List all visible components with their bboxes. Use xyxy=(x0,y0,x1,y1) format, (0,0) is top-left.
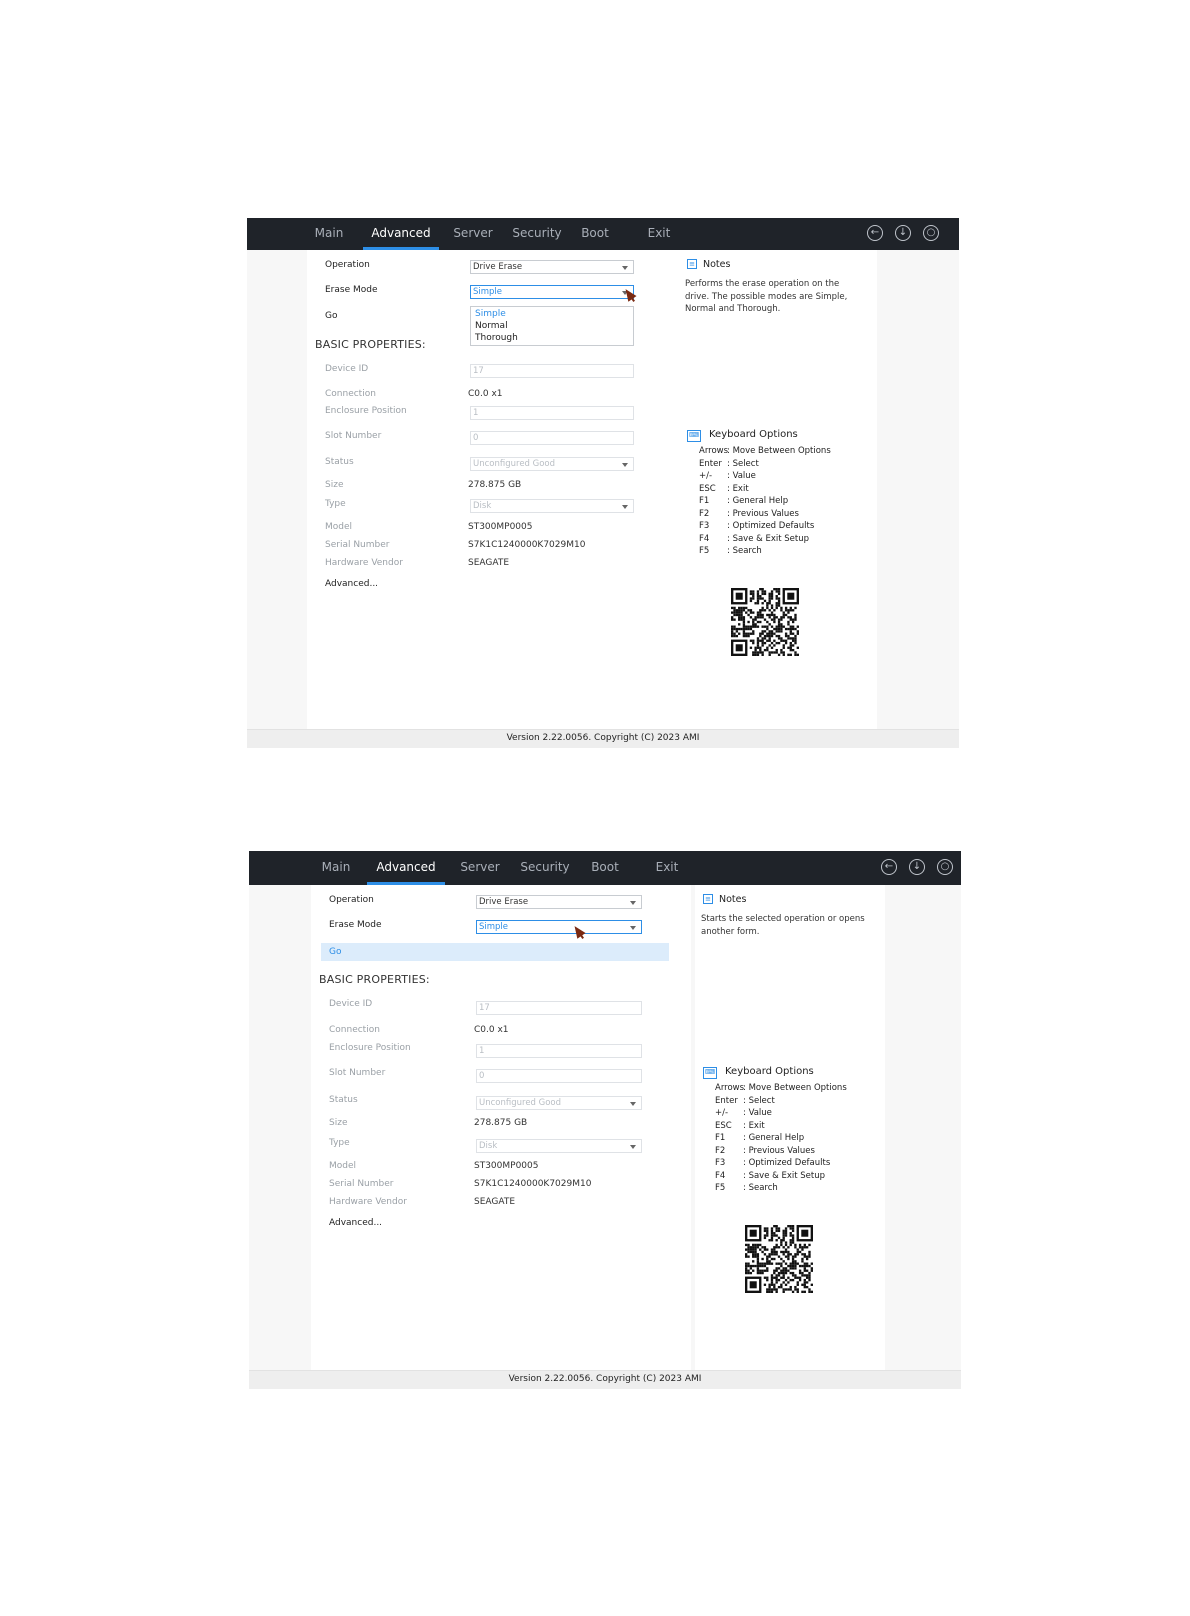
go-row-highlighted[interactable] xyxy=(321,943,669,961)
tab-boot[interactable]: Boot xyxy=(581,226,609,240)
keyboard-option-row xyxy=(699,471,756,481)
key-desc: : Optimized Defaults xyxy=(743,1158,831,1168)
back-icon[interactable]: ← xyxy=(867,225,883,241)
tab-server[interactable]: Server xyxy=(460,860,500,874)
status-label: Status xyxy=(325,457,354,467)
advanced-link[interactable]: Advanced... xyxy=(325,579,379,589)
type-label: Type xyxy=(329,1138,350,1148)
help-panel xyxy=(679,250,869,730)
device-id-field xyxy=(476,1001,642,1015)
qr-code-icon xyxy=(745,1225,813,1293)
key-name: ESC xyxy=(699,483,716,494)
key-desc: : Exit xyxy=(727,483,749,494)
key-name: F3 xyxy=(715,1158,726,1168)
notes-text: Starts the selected operation or opens another form. xyxy=(701,914,865,937)
save-download-icon[interactable]: ↓ xyxy=(895,225,911,241)
key-desc: : Value xyxy=(727,471,756,481)
connection-value: C0.0 x1 xyxy=(474,1025,509,1035)
tab-security[interactable]: Security xyxy=(512,226,562,240)
tab-security[interactable]: Security xyxy=(520,860,570,874)
enclosure-position-value: 1 xyxy=(473,408,479,418)
key-name: ESC xyxy=(715,1120,732,1131)
key-desc: : Move Between Options xyxy=(743,1083,847,1093)
key-desc: : Select xyxy=(727,458,759,469)
key-name: F5 xyxy=(699,546,710,556)
key-name: Enter xyxy=(699,458,722,469)
notes-title: Notes xyxy=(719,894,747,905)
key-desc: : Value xyxy=(743,1108,772,1118)
type-select xyxy=(470,499,634,513)
key-desc: : Search xyxy=(743,1183,778,1193)
chevron-down-icon xyxy=(630,901,636,905)
status-value: Unconfigured Good xyxy=(473,459,556,469)
enclosure-position-value: 1 xyxy=(479,1046,485,1056)
type-value: Disk xyxy=(473,501,492,511)
status-value: Unconfigured Good xyxy=(479,1098,562,1108)
key-name: F2 xyxy=(715,1145,726,1156)
slot-number-field xyxy=(476,1069,642,1083)
key-name: F1 xyxy=(699,496,710,506)
basic-properties-heading: BASIC PROPERTIES: xyxy=(315,338,426,351)
type-value: Disk xyxy=(479,1141,498,1151)
advanced-link[interactable]: Advanced... xyxy=(329,1218,383,1228)
erase-mode-select[interactable] xyxy=(476,920,642,934)
key-name: F4 xyxy=(699,533,710,544)
status-select xyxy=(476,1096,642,1110)
size-label: Size xyxy=(325,480,344,490)
model-value: ST300MP0005 xyxy=(474,1161,539,1171)
back-icon[interactable]: ← xyxy=(881,859,897,875)
key-desc: : Save & Exit Setup xyxy=(727,533,809,544)
keyboard-option-row xyxy=(715,1121,765,1131)
device-id-value: 17 xyxy=(479,1003,490,1013)
hardware-vendor-label: Hardware Vendor xyxy=(325,558,403,568)
footer-version: Version 2.22.0056. Copyright (C) 2023 AMI xyxy=(249,1370,961,1389)
keyboard-icon: ⌨ xyxy=(687,430,701,442)
keyboard-option-row xyxy=(715,1108,772,1118)
status-select xyxy=(470,457,634,471)
slot-number-label: Slot Number xyxy=(325,431,382,441)
erase-mode-value: Simple xyxy=(479,922,509,932)
key-name: Arrows xyxy=(715,1083,745,1093)
keyboard-option-row xyxy=(715,1096,775,1106)
operation-label: Operation xyxy=(329,895,374,905)
basic-properties-heading: BASIC PROPERTIES: xyxy=(319,973,430,986)
model-label: Model xyxy=(329,1161,357,1171)
chevron-down-icon xyxy=(622,463,628,467)
erase-mode-value: Simple xyxy=(473,287,503,297)
key-desc: : General Help xyxy=(743,1133,805,1143)
search-icon[interactable]: ○ xyxy=(923,225,939,241)
device-id-label: Device ID xyxy=(325,364,369,374)
serial-number-label: Serial Number xyxy=(329,1179,394,1189)
key-desc: : Previous Values xyxy=(743,1145,815,1156)
save-download-icon[interactable]: ↓ xyxy=(909,859,925,875)
key-name: F3 xyxy=(699,521,710,531)
key-desc: : Previous Values xyxy=(727,508,799,519)
keyboard-option-row xyxy=(715,1083,847,1093)
tab-server[interactable]: Server xyxy=(453,226,493,240)
help-panel xyxy=(695,885,885,1371)
size-value: 278.875 GB xyxy=(474,1118,528,1128)
tab-main[interactable]: Main xyxy=(314,226,344,240)
key-desc: : Move Between Options xyxy=(727,446,831,456)
keyboard-option-row xyxy=(699,546,762,556)
tab-advanced[interactable]: Advanced xyxy=(367,851,445,885)
hardware-vendor-value: SEAGATE xyxy=(468,558,510,568)
keyboard-option-row xyxy=(699,509,799,519)
slot-number-value: 0 xyxy=(479,1071,485,1081)
enclosure-position-label: Enclosure Position xyxy=(325,406,407,416)
serial-number-value: S7K1C1240000K7029M10 xyxy=(474,1179,592,1189)
keyboard-option-row xyxy=(699,534,809,544)
go-label[interactable]: Go xyxy=(329,947,342,957)
search-icon[interactable]: ○ xyxy=(937,859,953,875)
tab-boot[interactable]: Boot xyxy=(591,860,619,874)
keyboard-option-row xyxy=(699,496,788,506)
chevron-down-icon xyxy=(630,1102,636,1106)
keyboard-option-row xyxy=(699,521,814,531)
keyboard-option-row xyxy=(699,459,759,469)
key-name: Enter xyxy=(715,1095,738,1106)
hardware-vendor-label: Hardware Vendor xyxy=(329,1197,407,1207)
device-id-field xyxy=(470,364,634,378)
chevron-down-icon xyxy=(622,505,628,509)
tab-main[interactable]: Main xyxy=(321,860,351,874)
connection-label: Connection xyxy=(329,1025,380,1035)
dropdown-option-simple[interactable]: Simple xyxy=(475,309,506,319)
erase-mode-label: Erase Mode xyxy=(325,285,378,295)
go-label[interactable]: Go xyxy=(325,311,338,321)
keyboard-options-title: Keyboard Options xyxy=(709,429,798,440)
keyboard-option-row xyxy=(715,1171,825,1181)
connection-label: Connection xyxy=(325,389,376,399)
key-desc: : Save & Exit Setup xyxy=(743,1170,825,1181)
tab-exit[interactable]: Exit xyxy=(655,860,679,874)
serial-number-value: S7K1C1240000K7029M10 xyxy=(468,540,586,550)
model-value: ST300MP0005 xyxy=(468,522,533,532)
bios-screen-dropdown-open xyxy=(247,218,959,748)
key-name: F2 xyxy=(699,508,710,519)
keyboard-icon: ⌨ xyxy=(703,1067,717,1079)
keyboard-option-row xyxy=(699,446,831,456)
erase-mode-dropdown-list xyxy=(470,306,634,346)
enclosure-position-label: Enclosure Position xyxy=(329,1043,411,1053)
tab-advanced[interactable]: Advanced xyxy=(363,218,439,250)
operation-value: Drive Erase xyxy=(479,897,529,907)
keyboard-option-row xyxy=(699,484,749,494)
key-desc: : Select xyxy=(743,1095,775,1106)
erase-mode-select[interactable] xyxy=(470,285,634,299)
model-label: Model xyxy=(325,522,353,532)
settings-form xyxy=(311,885,691,1371)
key-desc: : General Help xyxy=(727,496,789,506)
key-name: F1 xyxy=(715,1133,726,1143)
keyboard-option-row xyxy=(715,1133,804,1143)
notes-icon: ≡ xyxy=(687,259,697,269)
enclosure-position-field xyxy=(470,406,634,420)
qr-code-icon xyxy=(731,588,799,656)
status-label: Status xyxy=(329,1095,358,1105)
device-id-label: Device ID xyxy=(329,999,373,1009)
key-name: F5 xyxy=(715,1183,726,1193)
notes-text: Performs the erase operation on the drive. The possible modes are Simple, Normal and Thorough. xyxy=(685,279,848,314)
device-id-value: 17 xyxy=(473,366,484,376)
chevron-down-icon xyxy=(630,1145,636,1149)
key-name: +/- xyxy=(699,471,713,481)
key-name: F4 xyxy=(715,1170,726,1181)
keyboard-option-row xyxy=(715,1158,830,1168)
operation-select[interactable] xyxy=(470,260,634,274)
top-nav-bar xyxy=(247,218,959,250)
slot-number-value: 0 xyxy=(473,433,479,443)
operation-label: Operation xyxy=(325,260,370,270)
dropdown-option-thorough[interactable]: Thorough xyxy=(475,333,518,343)
keyboard-option-row xyxy=(715,1183,778,1193)
tab-exit[interactable]: Exit xyxy=(647,226,671,240)
chevron-down-icon xyxy=(630,926,636,930)
serial-number-label: Serial Number xyxy=(325,540,390,550)
type-label: Type xyxy=(325,499,346,509)
footer-version: Version 2.22.0056. Copyright (C) 2023 AMI xyxy=(247,729,959,748)
keyboard-options-title: Keyboard Options xyxy=(725,1066,814,1077)
key-desc: : Optimized Defaults xyxy=(727,521,815,531)
connection-value: C0.0 x1 xyxy=(468,389,503,399)
key-name: Arrows xyxy=(699,446,729,456)
notes-title: Notes xyxy=(703,259,731,270)
operation-select[interactable] xyxy=(476,895,642,909)
slot-number-field xyxy=(470,431,634,445)
key-name: +/- xyxy=(715,1108,729,1118)
top-nav-bar xyxy=(249,851,961,885)
size-value: 278.875 GB xyxy=(468,480,522,490)
hardware-vendor-value: SEAGATE xyxy=(474,1197,516,1207)
chevron-down-icon xyxy=(622,266,628,270)
keyboard-option-row xyxy=(715,1146,815,1156)
bios-screen-go-selected xyxy=(249,851,961,1389)
type-select xyxy=(476,1139,642,1153)
operation-value: Drive Erase xyxy=(473,262,523,272)
notes-icon: ≡ xyxy=(703,894,713,904)
erase-mode-label: Erase Mode xyxy=(329,920,382,930)
key-desc: : Search xyxy=(727,546,762,556)
key-desc: : Exit xyxy=(743,1120,765,1131)
size-label: Size xyxy=(329,1118,348,1128)
dropdown-option-normal[interactable]: Normal xyxy=(475,321,508,331)
slot-number-label: Slot Number xyxy=(329,1068,386,1078)
enclosure-position-field xyxy=(476,1044,642,1058)
